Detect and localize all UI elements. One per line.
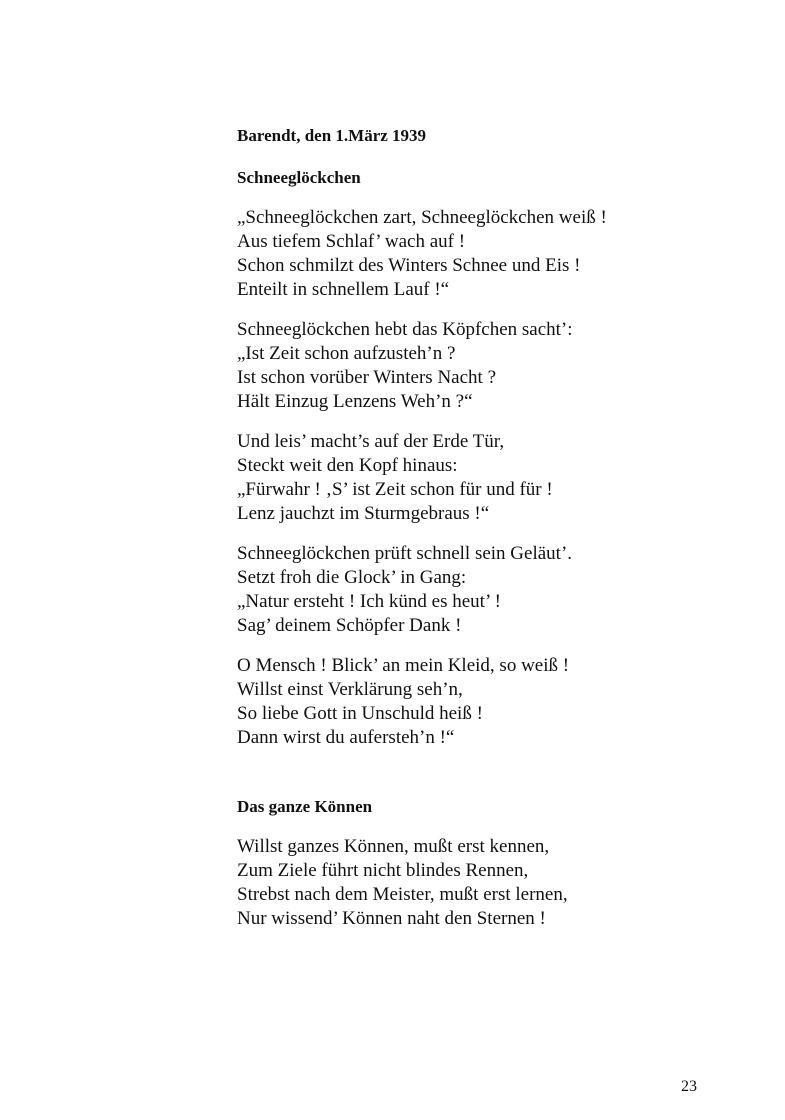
verse-line: „Schneeglöckchen zart, Schneeglöckchen weiß !	[237, 207, 607, 228]
verse-line: Strebst nach dem Meister, mußt erst lernen,	[237, 884, 568, 905]
verse-line: „Natur ersteht ! Ich künd es heut’ !	[237, 591, 501, 612]
verse-line: O Mensch ! Blick’ an mein Kleid, so weiß !	[237, 655, 570, 676]
verse-line: Und leis’ macht’s auf der Erde Tür,	[237, 431, 505, 452]
dateline: Barendt, den 1.März 1939	[237, 126, 427, 145]
verse-line: Lenz jauchzt im Sturmgebraus !“	[237, 503, 490, 524]
verse-line: Willst ganzes Können, mußt erst kennen,	[237, 836, 550, 857]
verse-line: Steckt weit den Kopf hinaus:	[237, 455, 458, 476]
verse-line: Schon schmilzt des Winters Schnee und Eis !	[237, 255, 581, 276]
verse-line: Nur wissend’ Können naht den Sternen !	[237, 908, 546, 929]
poem-title: Schneeglöckchen	[237, 168, 361, 187]
verse-line: Hält Einzug Lenzens Weh’n ?“	[237, 391, 473, 412]
verse-line: Dann wirst du aufersteh’n !“	[237, 727, 455, 748]
verse-line: Aus tiefem Schlaf’ wach auf !	[237, 231, 466, 252]
verse-line: Schneeglöckchen hebt das Köpfchen sacht’:	[237, 319, 573, 340]
verse-line: „Fürwahr ! ‚S’ ist Zeit schon für und für !	[237, 479, 553, 500]
verse-line: Zum Ziele führt nicht blindes Rennen,	[237, 860, 529, 881]
verse-line: Ist schon vorüber Winters Nacht ?	[237, 367, 497, 388]
verse-line: So liebe Gott in Unschuld heiß !	[237, 703, 483, 724]
poem-title: Das ganze Können	[237, 797, 373, 816]
verse-line: Schneeglöckchen prüft schnell sein Geläut’.	[237, 543, 573, 564]
verse-line: Willst einst Verklärung seh’n,	[237, 679, 463, 700]
verse-line: „Ist Zeit schon aufzusteh’n ?	[237, 343, 456, 364]
verse-line: Enteilt in schnellem Lauf !“	[237, 279, 450, 300]
verse-line: Sag’ deinem Schöpfer Dank !	[237, 615, 462, 636]
page-number: 23	[681, 1078, 697, 1095]
verse-line: Setzt froh die Glock’ in Gang:	[237, 567, 467, 588]
